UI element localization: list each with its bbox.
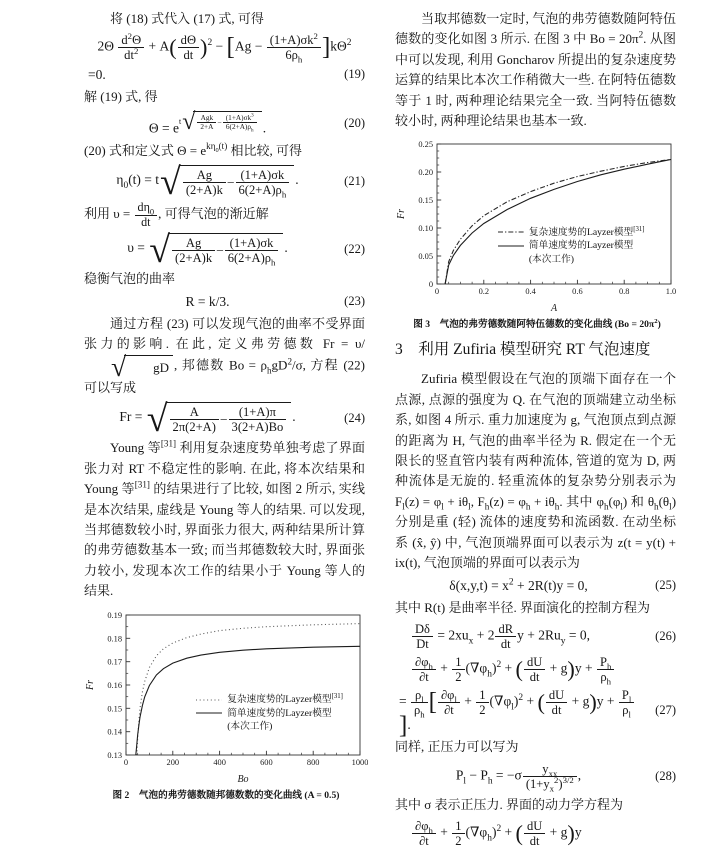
svg-text:800: 800 <box>306 757 320 767</box>
equation-number: (23) <box>344 294 365 309</box>
equation-20-period: . <box>262 120 267 136</box>
svg-text:0.13: 0.13 <box>107 750 122 760</box>
svg-text:0.18: 0.18 <box>107 634 122 644</box>
svg-text:A: A <box>550 303 558 315</box>
equation-number: (20) <box>344 116 365 131</box>
equation-21-body: $\eta_0(t) = t$ √ Ag (2+A)k − (1+A)σk $6(2+A)\rho_h$ . <box>116 160 299 203</box>
equation-continued <box>395 819 676 848</box>
paragraph-normal-pressure: 同样, 正压力可以写为 <box>395 739 519 755</box>
svg-text:1000: 1000 <box>351 757 368 767</box>
equation-19 <box>84 33 365 82</box>
equation-26-body: $\frac{D\delta}{Dt}$ = $2xu_x + 2$ $\frac{dR}{dt}$ $y + 2Ru_y = 0$, <box>395 622 642 651</box>
svg-text:0.16: 0.16 <box>107 680 122 690</box>
equation-27 <box>395 655 676 740</box>
equation-20 <box>84 108 365 137</box>
paragraph-curvature: 稳衡气泡的曲率 <box>84 271 176 287</box>
svg-text:0.20: 0.20 <box>418 168 433 178</box>
equation-26 <box>395 622 676 651</box>
paragraph-substitute-18: 将 (18) 式代入 (17) 式, 可得 <box>110 11 264 26</box>
equation-20-exponent: t √ Agk 2+A − $(1+A)\sigma k^3$ $6(2+A)\rho_h$ <box>179 111 263 131</box>
equation-28 <box>395 761 676 794</box>
figure-2-chart <box>84 609 368 785</box>
equation-20-base: Θ = e <box>148 120 180 136</box>
equation-27-line2: = $\frac{\rho_l}{\rho_h}$ [ $\frac{\partial\varphi_l}{\partial t}$ + $\frac{1}{2}$ $(\nabla\varphi_l)^2$ + ( $\frac{dU}{dt}$ + g)y + $\frac{P_l}{\rho_l}$ ]. <box>395 688 642 733</box>
svg-text:Bo: Bo <box>237 773 249 785</box>
equation-number: (19) <box>344 67 365 82</box>
svg-text:0.15: 0.15 <box>418 196 433 206</box>
svg-text:1.0: 1.0 <box>665 287 677 297</box>
equation-continued-body: $\frac{\partial\varphi_h}{\partial t}$ + $\frac{1}{2}$ $(\nabla\varphi_h)^2$ + ( $\frac{dU}{dt}$ + g)y <box>395 819 642 848</box>
svg-text:0.19: 0.19 <box>107 610 122 620</box>
equation-24 <box>84 397 365 440</box>
paragraph-curvature-radius: 其中 R(t) 是曲率半径. 界面演化的控制方程为 <box>395 599 650 615</box>
equation-22-body: υ = √ Ag (2+A)k − (1+A)σk $6(2+A)\rho_h$ . <box>127 228 288 271</box>
equation-number: (22) <box>344 241 365 256</box>
equation-number: (28) <box>655 768 676 783</box>
svg-text:400: 400 <box>213 757 226 767</box>
left-column <box>84 9 368 852</box>
svg-text:0: 0 <box>123 757 129 767</box>
equation-20-body <box>84 108 331 137</box>
svg-text:0.05: 0.05 <box>418 252 433 262</box>
equation-number: (26) <box>655 628 676 643</box>
equation-25-body: $\delta(x,y,t) = x^2 + 2R(t)y = 0$, <box>449 577 588 593</box>
equation-23-body: R = k/3. <box>185 293 230 309</box>
svg-text:0.8: 0.8 <box>618 287 630 297</box>
legend-label: 复杂速度势的Layzer模型[31] <box>227 692 343 706</box>
svg-text:Fr: Fr <box>396 209 407 220</box>
svg-text:0.2: 0.2 <box>478 287 490 297</box>
legend-label: (本次工作) <box>227 721 273 733</box>
figure-2 <box>84 609 368 802</box>
figure-2-caption: 图 2 气泡的弗劳德数随邦德数数的变化曲线 (A = 0.5) <box>112 789 340 801</box>
svg-text:0.14: 0.14 <box>107 727 122 737</box>
svg-text:200: 200 <box>166 757 180 767</box>
equation-number: (21) <box>344 173 365 188</box>
svg-text:0: 0 <box>428 280 433 290</box>
figure-3 <box>395 138 679 331</box>
equation-19-line2: =0. <box>88 66 106 82</box>
section-heading-3: 3 利用 Zufiria 模型研究 RT 气泡速度 <box>395 341 651 359</box>
equation-19-line1: 2Θ $\frac{d^2\Theta}{dt^2}$ + A( $\frac{d\Theta}{dt}$ )$^2$ − [Ag − $\frac{(1+A)\sigma k^2}{6\rho_h}$ ]$k\Theta^2$ <box>97 31 352 65</box>
legend-label: 简单速度势的Layzer模型 <box>227 707 332 719</box>
paragraph-compare-20: (20) 式和定义式 $\Theta = e^{k\eta_0(t)}$ 相比较, 可得 <box>84 141 303 158</box>
right-column <box>395 9 676 852</box>
legend-label: 简单速度势的Layzer模型 <box>528 240 634 252</box>
svg-text:0.15: 0.15 <box>107 704 122 714</box>
equation-27-line1: $\frac{\partial\varphi_h}{\partial t}$ + $\frac{1}{2}$ $(\nabla\varphi_h)^2$ + ( $\frac{dU}{dt}$ + g)y + $\frac{P_h}{\rho_h}$ <box>395 655 676 684</box>
svg-text:0.10: 0.10 <box>418 224 433 234</box>
paragraph-dynamics-equation: 其中 σ 表示正压力. 界面的动力学方程为 <box>395 796 624 812</box>
svg-text:0: 0 <box>434 287 440 297</box>
equation-28-body: $P_l - P_h = -\sigma$ $y_{xx}$ $(1+y_x^2)^{3/2}$ , <box>455 761 582 794</box>
equation-24-body: Fr = √ A 2π(2+A) − (1+A)π 3(2+A)Bo . <box>119 397 296 440</box>
paragraph-solve-19: 解 (19) 式, 得 <box>84 88 158 104</box>
paragraph-asymptotic: 利用 υ = $\frac{d\eta_0}{dt}$ , 可得气泡的渐近解 <box>84 200 269 229</box>
chart-legend <box>196 693 343 734</box>
paragraph-zufiria-model: Zufiria 模型假设在气泡的顶端下面存在一个点源, 点源的强度为 Q. 在气泡的顶端建立动坐标系, 如图 4 所示. 重力加速度为 g, 气泡顶点到点源的距离为 H, 气泡的曲率半径为 R. 假定在一个无限长的竖直管内装有两种流体, 管道的宽为 D, 两种流体是无旋的. 轻重流体的复杂势分别表示为 $F_l(z) = \varphi_l + i\theta_l$, $F_h(z) = \varphi_h + i\theta_h$. 其中 $\varphi_h(\varphi_l)$ 和 $\theta_h(\theta_l)$ 分别是重 (轻) 流体的速度势和流函数. 在动坐标系 (x̂, ŷ) 中, 气泡顶端界面可以表示为 z(t = y(t) + ix(t), 气泡顶端的界面可以表示为 <box>395 371 677 571</box>
svg-text:Fr: Fr <box>85 679 96 690</box>
equation-25 <box>395 578 676 594</box>
equation-22 <box>84 228 365 271</box>
legend-label: (本次工作) <box>528 253 575 265</box>
paragraph-atwood-discussion: 当取邦德数一定时, 气泡的弗劳德数随阿特伍德数的变化如图 3 所示. 在图 3 中 $Bo = 20\pi^2$. 从图中可以发现, 利用 Goncharov 所提出的复杂速度势运算的结果比本次工作稍微大一些. 在阿特伍德数等于 1 时, 两种理论结果完全一致. 当阿特伍德数较小时, 两种理论结果也基本一致. <box>395 11 676 129</box>
svg-text:0.17: 0.17 <box>107 657 122 667</box>
equation-number: (25) <box>655 578 676 592</box>
equation-number: (24) <box>344 410 365 425</box>
equation-23 <box>84 294 365 310</box>
equation-21 <box>84 160 365 203</box>
svg-text:0.6: 0.6 <box>572 287 583 297</box>
paragraph-young-comparison: Young 等[31] 利用复杂速度势单独考虑了界面张力对 RT 不稳定性的影响. 在此, 将本次结果和 Young 等[31] 的结果进行了比较, 如图 2 所示, 实线是本次结果, 虚线是 Young 等人的结果. 可以发现, 当邦德数较小时, 界面张力很大, 两种结果所计算的弗劳德数基本一致; 而当邦德数较大时, 界面张力较小, 发现本次工作的结果小于 Young 等人的结果. <box>84 439 365 599</box>
equation-number: (27) <box>655 703 676 718</box>
svg-text:0.25: 0.25 <box>418 140 433 150</box>
figure-3-caption: 图 3 气泡的弗劳德数随阿特伍德数的变化曲线 $(Bo = 20\pi^2)$ <box>413 318 661 331</box>
paragraph-froude-bond: 通过方程 (23) 可以发现气泡的曲率不受界面张力的影响. 在此, 定义弗劳德数 Fr = υ/ √ gD , 邦德数 $Bo = \rho_hgD^2/\sigma$, 方程 (22) 可以写成 <box>84 315 365 395</box>
svg-text:600: 600 <box>260 757 273 767</box>
figure-3-chart <box>395 138 679 314</box>
svg-text:0.4: 0.4 <box>525 287 536 297</box>
legend-label: 复杂速度势的Layzer模型[31] <box>528 225 645 238</box>
chart-legend <box>498 226 645 267</box>
